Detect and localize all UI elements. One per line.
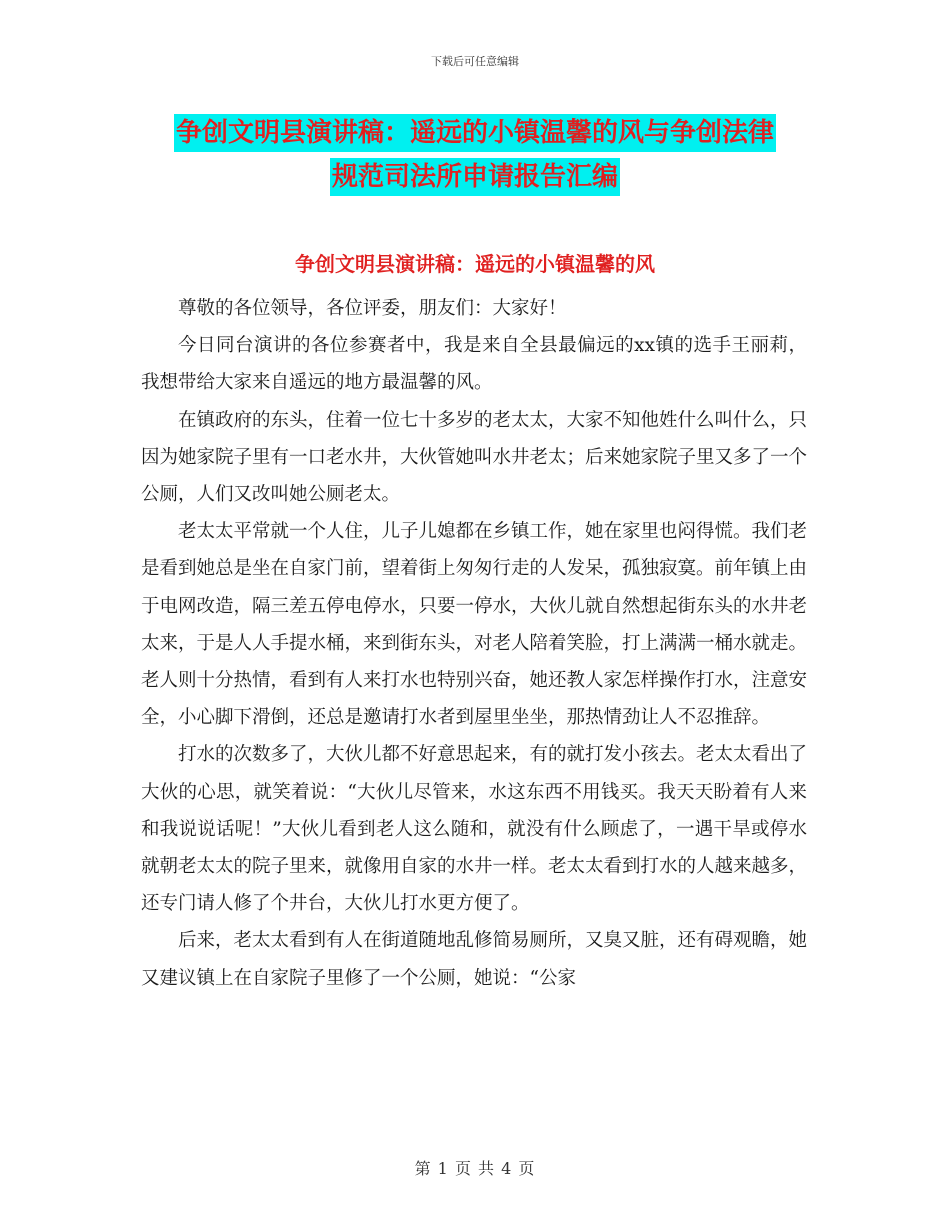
paragraph: 后来，老太太看到有人在街道随地乱修简易厕所，又臭又脏，还有碍观瞻，她又建议镇上在自家院子里修了一个公厕，她说：“公家 <box>141 930 808 989</box>
paragraph: 今日同台演讲的各位参赛者中，我是来自全县最偏远的xx镇的选手王丽莉，我想带给大家来自遥远的地方最温馨的风。 <box>141 335 807 394</box>
document-title-line-2 <box>0 156 950 193</box>
paragraph: 老太太平常就一个人住，儿子儿媳都在乡镇工作，她在家里也闷得慌。我们老是看到她总是坐在自家门前，望着街上匆匆行走的人发呆，孤独寂寞。前年镇上由于电网改造，隔三差五停电停水，只要一停水，大伙儿就自然想起街东头的水井老太来，于是人人手提水桶，来到街东头，对老人陪着笑脸，打上满满一桶水就走。老人则十分热情，看到有人来打水也特别兴奋，她还教人家怎样操作打水，注意安全，小心脚下滑倒，还总是邀请打水者到屋里坐坐，那热情劲让人不忍推辞。 <box>141 521 808 729</box>
page-footer: 第 1 页 共 4 页 <box>414 1159 536 1178</box>
section-title: 争创文明县演讲稿：遥远的小镇温馨的风 <box>295 252 655 276</box>
paragraph: 打水的次数多了，大伙儿都不好意思起来，有的就打发小孩去。老太太看出了大伙的心思，就笑着说：“大伙儿尽管来，水这东西不用钱买。我天天盼着有人来和我说说话呢！”大伙儿看到老人这么随和，就没有什么顾虑了，一遇干旱或停水就朝老太太的院子里来，就像用自家的水井一样。老太太看到打水的人越来越多，还专门请人修了个井台，大伙儿打水更方便了。 <box>141 744 808 915</box>
header-note: 下载后可任意编辑 <box>431 55 519 68</box>
paragraph: 尊敬的各位领导，各位评委，朋友们：大家好！ <box>178 298 567 319</box>
title-highlight-1: 争创文明县演讲稿：遥远的小镇温馨的风与争创法律 <box>174 114 776 152</box>
title-highlight-2: 规范司法所申请报告汇编 <box>330 158 620 196</box>
paragraph: 在镇政府的东头，住着一位七十多岁的老太太，大家不知他姓什么叫什么，只因为她家院子里有一口老水井，大伙管她叫水井老太；后来她家院子里又多了一个公厕，人们又改叫她公厕老太。 <box>141 409 808 506</box>
document-title-line-1 <box>0 112 950 149</box>
body-text <box>141 290 807 997</box>
